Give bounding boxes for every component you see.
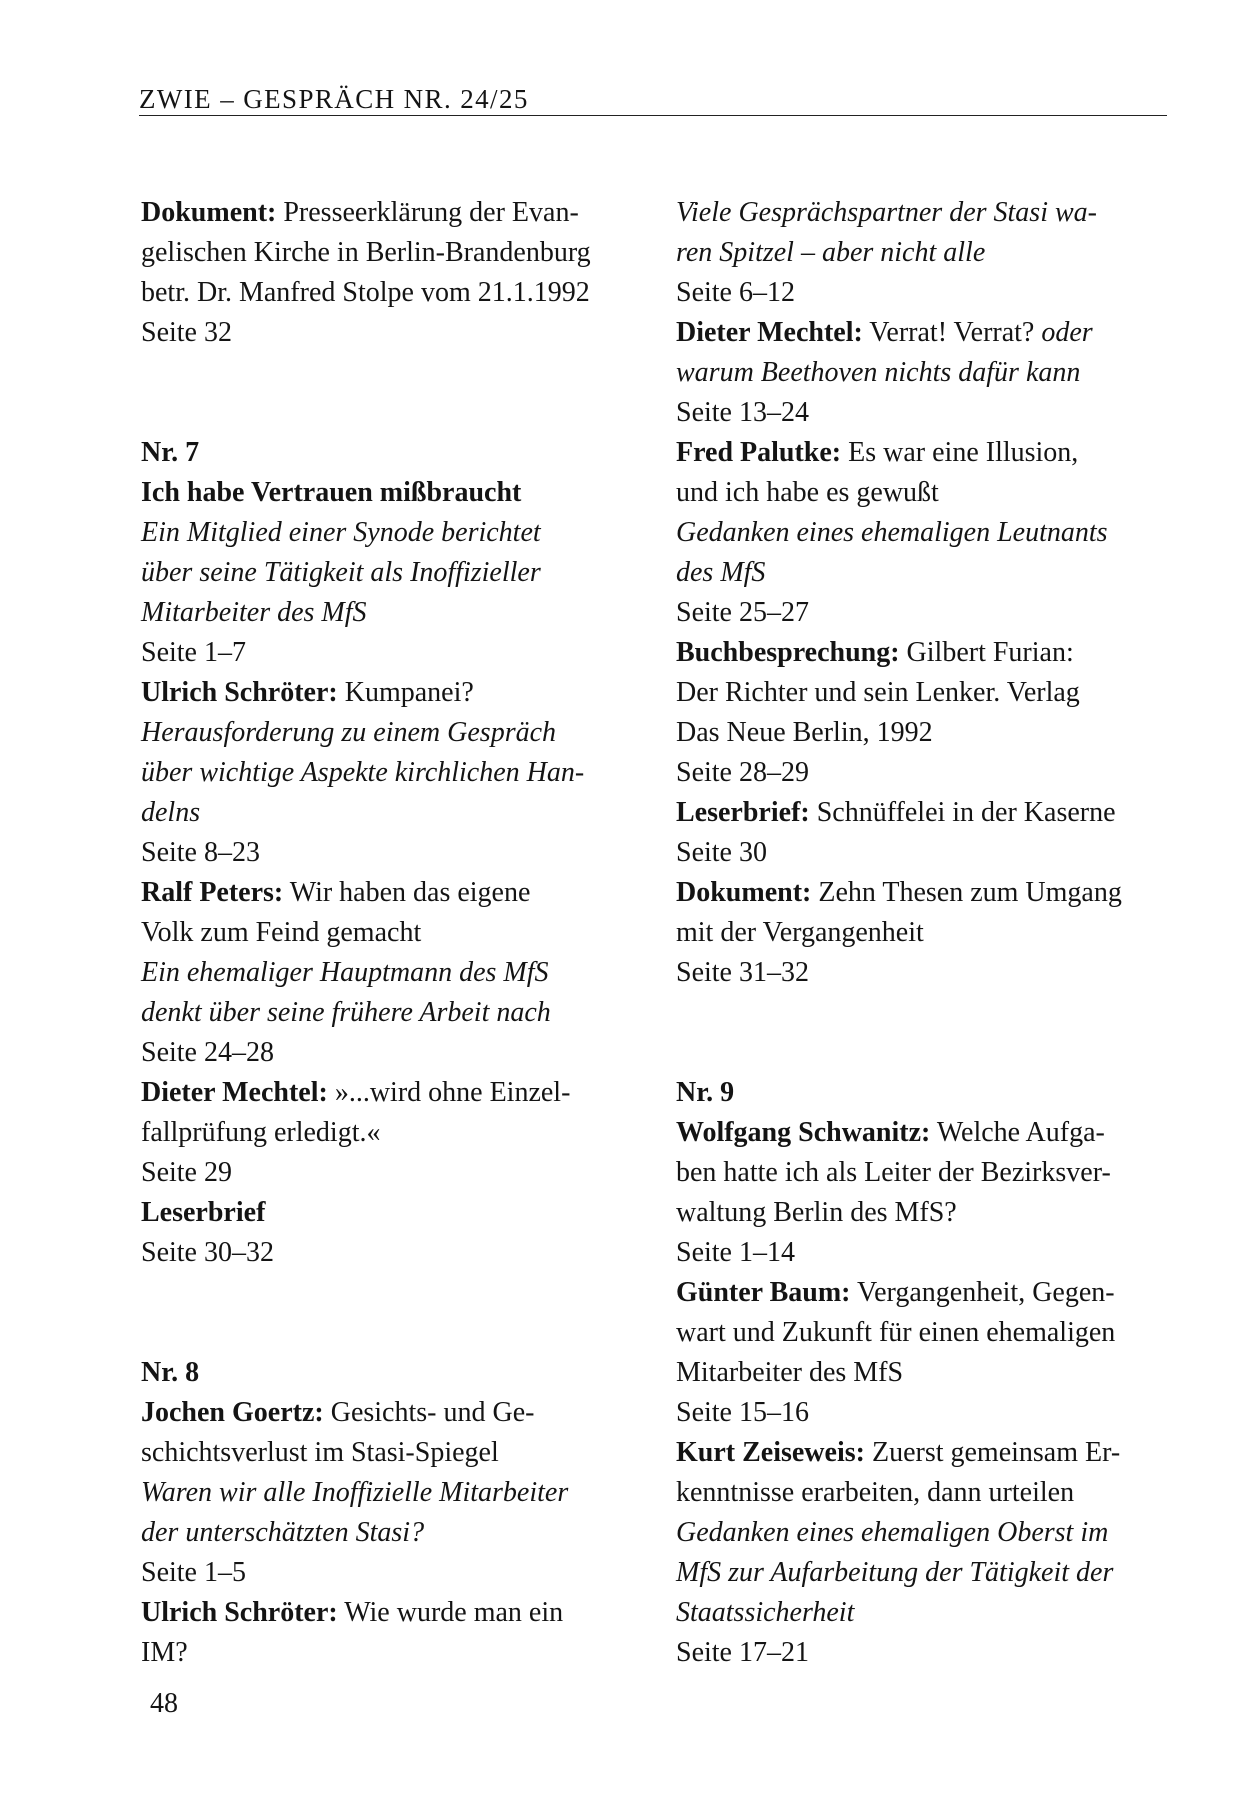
entry-label: Dokument: (676, 877, 812, 908)
entry-subtitle: ren Spitzel – aber nicht alle (676, 237, 986, 268)
entry-subtitle: Gedanken eines ehemaligen Oberst im (676, 1517, 1109, 1548)
entry-heading (141, 673, 661, 713)
entry-heading (676, 873, 1176, 913)
entry-label: Buchbesprechung: (676, 637, 900, 668)
page-range: Seite 1–7 (141, 637, 246, 668)
author-name: Ulrich Schröter: (141, 677, 338, 708)
entry-title: »...wird ohne Einzel- (327, 1077, 571, 1108)
section-gap (676, 993, 1176, 1073)
entry-title-line: mit der Vergangenheit (676, 917, 924, 948)
entry-subtitle: über seine Tätigkeit als Inoffizieller (141, 557, 541, 588)
entry-heading (676, 1273, 1176, 1313)
entry-subtitle: Herausforderung zu einem Gespräch (141, 717, 557, 748)
author-name: Kurt Zeiseweis: (676, 1437, 865, 1468)
entry-title-line: Der Richter und sein Lenker. Verlag (676, 677, 1080, 708)
entry-subtitle: denkt über seine frühere Arbeit nach (141, 997, 551, 1028)
entry-title-line: betr. Dr. Manfred Stolpe vom 21.1.1992 (141, 277, 590, 308)
left-column (141, 193, 661, 1673)
entry-heading (676, 633, 1176, 673)
entry-title: Presseerklärung der Evan- (283, 197, 579, 228)
entry-subtitle: über wichtige Aspekte kirchlichen Han- (141, 757, 585, 788)
page-range: Seite 25–27 (676, 597, 809, 628)
entry-heading (141, 1393, 661, 1433)
entry-title-line: und ich habe es gewußt (676, 477, 939, 508)
entry-label: Leserbrief (141, 1197, 266, 1228)
issue-heading-nr9: Nr. 9 (676, 1077, 735, 1108)
entry-heading (141, 1593, 661, 1633)
page-range: Seite 1–14 (676, 1237, 795, 1268)
page-range: Seite 24–28 (141, 1037, 274, 1068)
entry-title-line: Mitarbeiter des MfS (676, 1357, 904, 1388)
section-gap (141, 1273, 661, 1353)
entry-title: Wie wurde man ein (337, 1597, 564, 1628)
entry-title: Kumpanei? (337, 677, 474, 708)
entry-title-line: fallprüfung erledigt.« (141, 1117, 381, 1148)
entry-label: Leserbrief: (676, 797, 810, 828)
entry-title: Gesichts- und Ge- (323, 1397, 535, 1428)
entry-subtitle: Mitarbeiter des MfS (141, 597, 367, 628)
author-name: Fred Palutke: (676, 437, 842, 468)
entry-heading (141, 1073, 661, 1113)
entry-subtitle: Gedanken eines ehemaligen Leutnants (676, 517, 1108, 548)
page-range: Seite 6–12 (676, 277, 795, 308)
entry-title: Es war eine Illusion, (841, 437, 1079, 468)
entry-heading (676, 433, 1176, 473)
entry-subtitle: der unterschätzten Stasi? (141, 1517, 425, 1548)
page-range: Seite 1–5 (141, 1557, 246, 1588)
page-range: Seite 28–29 (676, 757, 809, 788)
right-column (676, 193, 1176, 1673)
entry-title-line: IM? (141, 1637, 188, 1668)
page-range: Seite 8–23 (141, 837, 260, 868)
issue-title: Ich habe Vertrauen mißbraucht (141, 477, 522, 508)
entry-subtitle: delns (141, 797, 201, 828)
page-range: Seite 31–32 (676, 957, 809, 988)
entry-title: Schnüffelei in der Kaserne (809, 797, 1116, 828)
entry-title: Zehn Thesen zum Umgang (811, 877, 1122, 908)
page-range: Seite 32 (141, 317, 232, 348)
entry-subtitle: Staatssicherheit (676, 1597, 855, 1628)
entry-heading (676, 1113, 1176, 1153)
header-rule (139, 115, 1167, 116)
entry-title: Wir haben das eigene (283, 877, 531, 908)
entry-subtitle: Viele Gesprächspartner der Stasi wa- (676, 197, 1097, 228)
entry-heading (676, 793, 1176, 833)
entry-subtitle: Ein Mitglied einer Synode berichtet (141, 517, 541, 548)
entry-title: Vergangenheit, Gegen- (850, 1277, 1115, 1308)
author-name: Wolfgang Schwanitz: (676, 1117, 931, 1148)
entry-heading (141, 873, 661, 913)
entry-title-line: wart und Zukunft für einen ehemaligen (676, 1317, 1116, 1348)
entry-heading (676, 313, 1176, 353)
author-name: Dieter Mechtel: (141, 1077, 328, 1108)
entry-label: Dokument: (141, 197, 277, 228)
entry-subtitle: des MfS (676, 557, 766, 588)
page-number: 48 (150, 1688, 178, 1719)
entry-heading (141, 193, 661, 233)
entry-title-line: gelischen Kirche in Berlin-Brandenburg (141, 237, 591, 268)
entry-subtitle: Waren wir alle Inoffizielle Mitarbeiter (141, 1477, 569, 1508)
entry-heading (676, 1433, 1176, 1473)
entry-title: Gilbert Furian: (899, 637, 1074, 668)
page-range: Seite 30–32 (141, 1237, 274, 1268)
entry-title-line: ben hatte ich als Leiter der Bezirksver- (676, 1157, 1111, 1188)
entry-title: Zuerst gemeinsam Er- (864, 1437, 1121, 1468)
entry-title-italic: oder (1034, 317, 1093, 348)
entry-title-line: waltung Berlin des MfS? (676, 1197, 957, 1228)
author-name: Jochen Goertz: (141, 1397, 324, 1428)
entry-title-line: Das Neue Berlin, 1992 (676, 717, 933, 748)
page-range: Seite 13–24 (676, 397, 809, 428)
issue-heading-nr8: Nr. 8 (141, 1357, 200, 1388)
author-name: Ralf Peters: (141, 877, 284, 908)
entry-title-line: schichtsverlust im Stasi-Spiegel (141, 1437, 499, 1468)
page-range: Seite 29 (141, 1157, 232, 1188)
entry-subtitle: MfS zur Aufarbeitung der Tätigkeit der (676, 1557, 1114, 1588)
entry-title: Verrat! Verrat? (862, 317, 1035, 348)
entry-title: Welche Aufga- (930, 1117, 1105, 1148)
entry-title-line: Volk zum Feind gemacht (141, 917, 422, 948)
issue-heading-nr7: Nr. 7 (141, 437, 200, 468)
author-name: Günter Baum: (676, 1277, 851, 1308)
page-range: Seite 17–21 (676, 1637, 809, 1668)
page-range: Seite 30 (676, 837, 767, 868)
page-range: Seite 15–16 (676, 1397, 809, 1428)
entry-subtitle: Ein ehemaliger Hauptmann des MfS (141, 957, 549, 988)
author-name: Dieter Mechtel: (676, 317, 863, 348)
entry-title-line: kenntnisse erarbeiten, dann urteilen (676, 1477, 1075, 1508)
section-gap (141, 353, 661, 433)
entry-subtitle: warum Beethoven nichts dafür kann (676, 357, 1081, 388)
author-name: Ulrich Schröter: (141, 1597, 338, 1628)
running-header: ZWIE – GESPRÄCH NR. 24/25 (139, 84, 529, 114)
